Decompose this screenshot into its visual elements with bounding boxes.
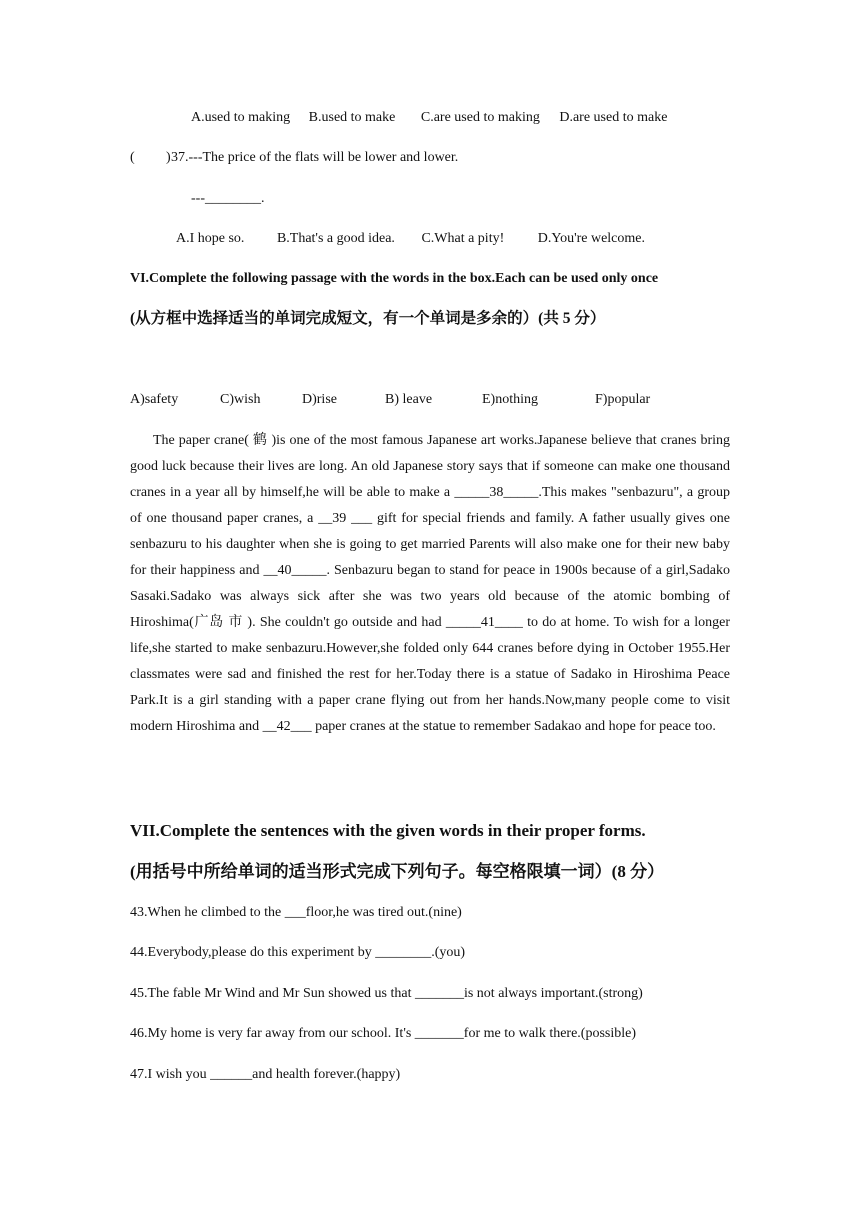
question-47: 47.I wish you ______and health forever.(happy) bbox=[130, 1067, 401, 1082]
section-7-heading: VII.Complete the sentences with the given words in their proper forms. bbox=[130, 821, 646, 840]
q37-stem: 37.---The price of the flats will be lower and lower. bbox=[171, 150, 459, 165]
passage-text: The paper crane( 鹤 )is one of the most famous Japanese art works.Japanese believe that cranes bring good luck because their lives are long. An old Japanese story says that if someone can make one thousand cranes in a year all by himself,he will be able to make a _____38_____.This makes "senbazuru", a group of one thousand paper cranes, a __39 ___ gift for special friends and family. A father usually gives one senbazuru to his daughter when she is going to get married Parents will also make one for their new baby for their happiness and __40_____. Senbazuru began to stand for peace in 1900s because of a girl,Sadako Sasaki.Sadako was always sick after she was two years old because of the atomic bombing of Hiroshima(广岛 市 ). She couldn't go outside and had _____41____ to do at home. To wish for a longer life,she started to make senbazuru.However,she folded only 644 cranes before dying in October 1955.Her classmates were sad and finished the rest for her.Today there is a statue of Sadako in Hiroshima Peace Park.It is a girl standing with a paper crane flying out from her hands.Now,many people come to visit modern Hiroshima and __42___ paper cranes at the statue to remember Sadakao and hope for peace too. bbox=[130, 433, 730, 734]
word-box-item: B) leave bbox=[385, 392, 433, 407]
q36-options bbox=[191, 109, 667, 127]
question-43: 43.When he climbed to the ___floor,he was tired out.(nine) bbox=[130, 905, 462, 920]
section-7-subheading: (用括号中所给单词的适当形式完成下列句子。每空格限填一词）(8 分） bbox=[130, 862, 665, 881]
q37-option-a: A.I hope so. bbox=[176, 231, 245, 246]
section-6-subheading: (从方框中选择适当的单词完成短文，有一个单词是多余的）(共 5 分） bbox=[130, 310, 606, 327]
q36-option-d: D.are used to make bbox=[559, 110, 668, 125]
q37-option-c: C.What a pity! bbox=[421, 231, 505, 246]
question-44: 44.Everybody,please do this experiment by ________.(you) bbox=[130, 945, 466, 960]
q36-option-c: C.are used to making bbox=[420, 110, 540, 125]
q37-options bbox=[176, 230, 645, 248]
q36-option-b: B.used to make bbox=[308, 110, 396, 125]
q37-option-b: B.That's a good idea. bbox=[276, 231, 395, 246]
q37-answer-paren-open: ( bbox=[130, 150, 135, 165]
word-box-item: F)popular bbox=[595, 392, 651, 407]
word-box-item: D)rise bbox=[302, 392, 337, 407]
word-box-item: A)safety bbox=[130, 392, 179, 407]
section-6-heading: VI.Complete the following passage with the words in the box.Each can be used only once bbox=[130, 271, 659, 286]
question-45: 45.The fable Mr Wind and Mr Sun showed us that _______is not always important.(strong) bbox=[130, 986, 643, 1001]
q37-option-d: D.You're welcome. bbox=[537, 231, 645, 246]
q36-option-a: A.used to making bbox=[191, 110, 291, 125]
q37-answer-paren-close: ) bbox=[166, 150, 171, 165]
q37-reply: ---________. bbox=[191, 191, 265, 206]
question-46: 46.My home is very far away from our school. It's _______for me to walk there.(possible) bbox=[130, 1026, 637, 1041]
word-box-item: C)wish bbox=[220, 392, 261, 407]
word-box-item: E)nothing bbox=[482, 392, 538, 407]
reading-passage bbox=[130, 428, 730, 740]
